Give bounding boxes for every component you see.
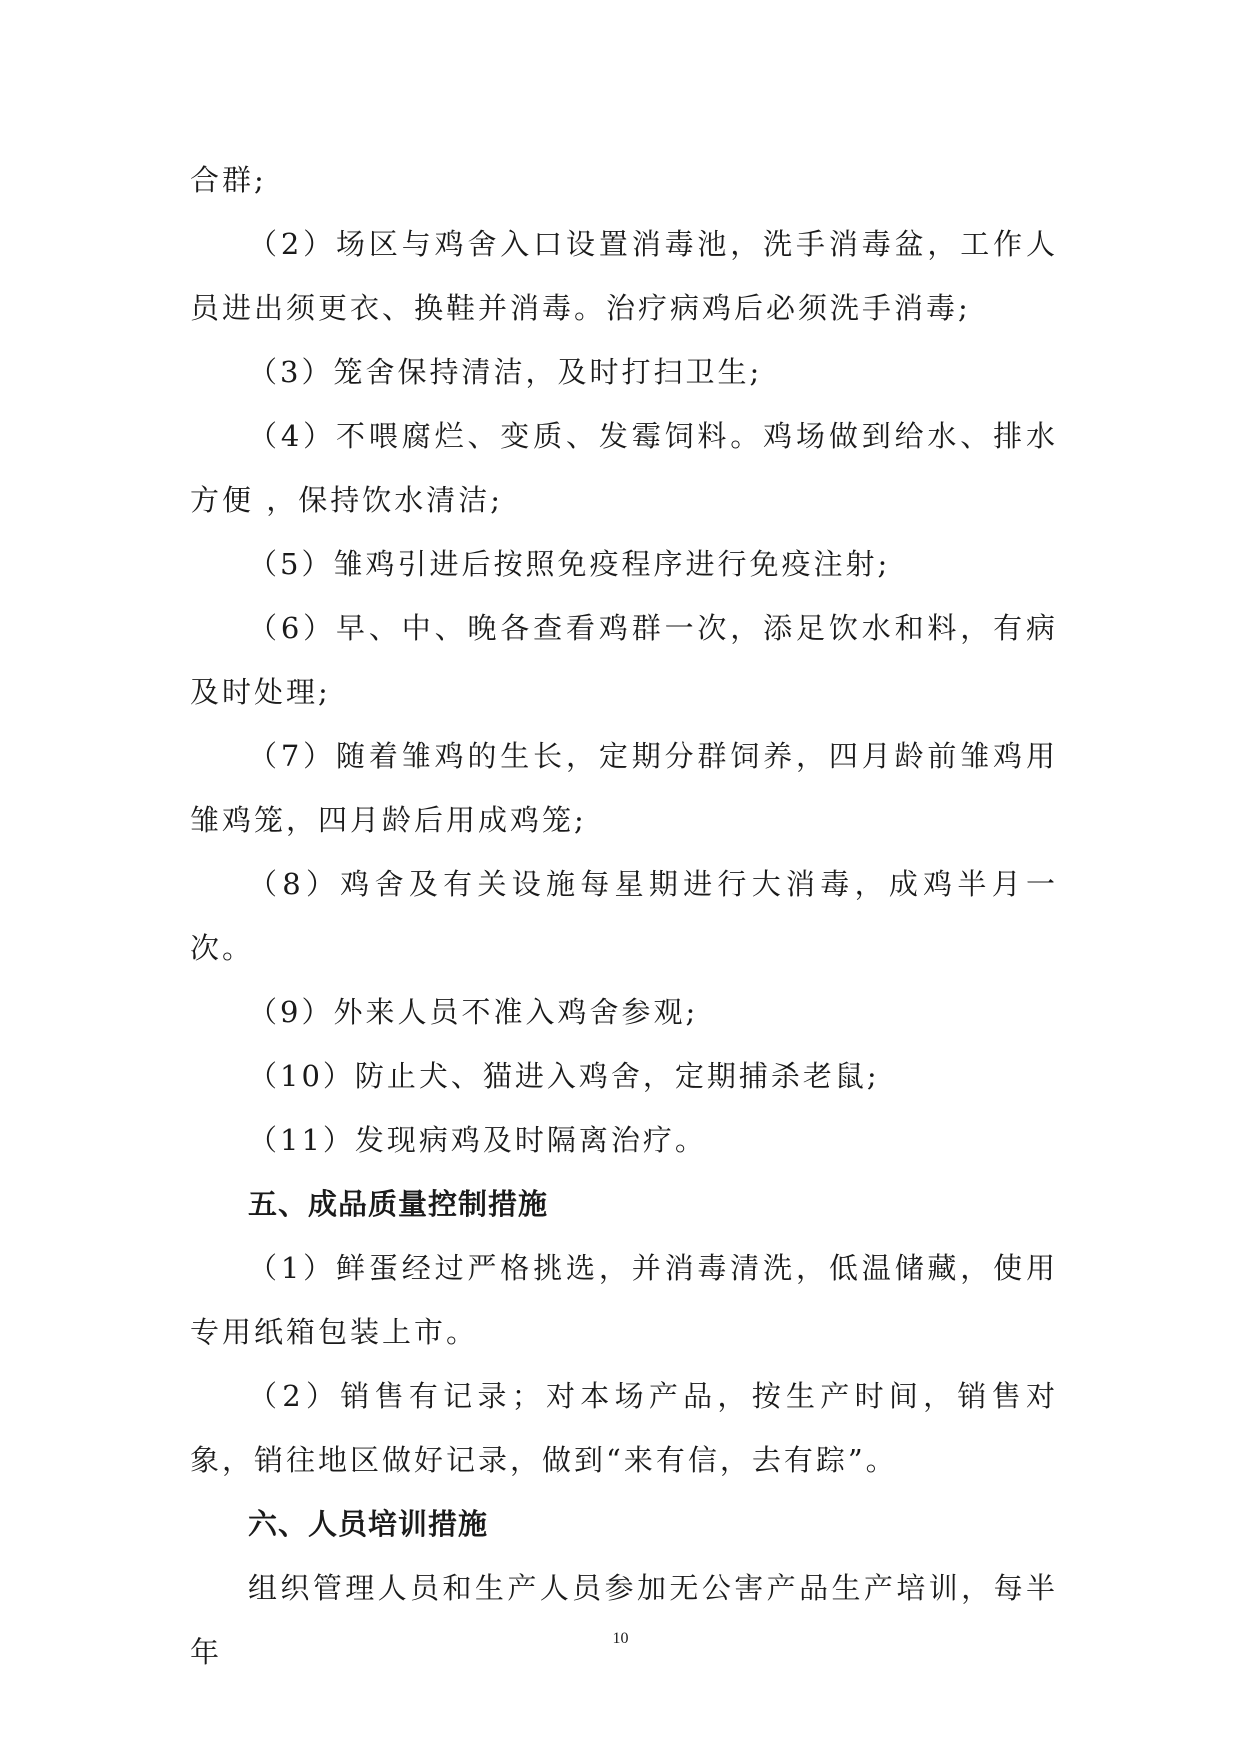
paragraph-10: （10）防止犬、猫进入鸡舍，定期捕杀老鼠; — [248, 1059, 880, 1093]
paragraph-7: （7）随着雏鸡的生长，定期分群饲养，四月龄前雏鸡用雏鸡笼，四月龄后用成鸡笼; — [190, 739, 1058, 837]
page-body — [190, 148, 1058, 1684]
section-heading-quality-control: 五、成品质量控制措施 — [248, 1187, 549, 1221]
paragraph-2: （2）场区与鸡舍入口设置消毒池，洗手消毒盆，工作人员进出须更衣、换鞋并消毒。治疗病鸡后必须洗手消毒; — [190, 227, 1058, 325]
paragraph-5: （5）雏鸡引进后按照免疫程序进行免疫注射; — [248, 547, 891, 581]
paragraph-4: （4）不喂腐烂、变质、发霉饲料。鸡场做到给水、排水方便 ，保持饮水清洁; — [190, 419, 1058, 517]
paragraph-6: （6）早、中、晚各查看鸡群一次，添足饮水和料，有病及时处理; — [190, 611, 1058, 709]
paragraph-13: （2）销售有记录；对本场产品，按生产时间，销售对象，销往地区做好记录，做到“来有信，去有踪”。 — [190, 1379, 1058, 1477]
page-number: 10 — [612, 1630, 629, 1647]
paragraph-14: 组织管理人员和生产人员参加无公害产品生产培训，每半年 — [190, 1571, 1058, 1669]
paragraph-1: 合群; — [190, 163, 267, 197]
paragraph-8: （8）鸡舍及有关设施每星期进行大消毒，成鸡半月一次。 — [190, 867, 1058, 965]
paragraph-11: （11）发现病鸡及时隔离治疗。 — [248, 1123, 707, 1157]
section-heading-staff-training: 六、人员培训措施 — [248, 1507, 489, 1541]
paragraph-12: （1）鲜蛋经过严格挑选，并消毒清洗，低温储藏，使用专用纸箱包装上市。 — [190, 1251, 1058, 1349]
paragraph-3: （3）笼舍保持清洁，及时打扫卫生; — [248, 355, 763, 389]
paragraph-9: （9）外来人员不准入鸡舍参观; — [248, 995, 699, 1029]
